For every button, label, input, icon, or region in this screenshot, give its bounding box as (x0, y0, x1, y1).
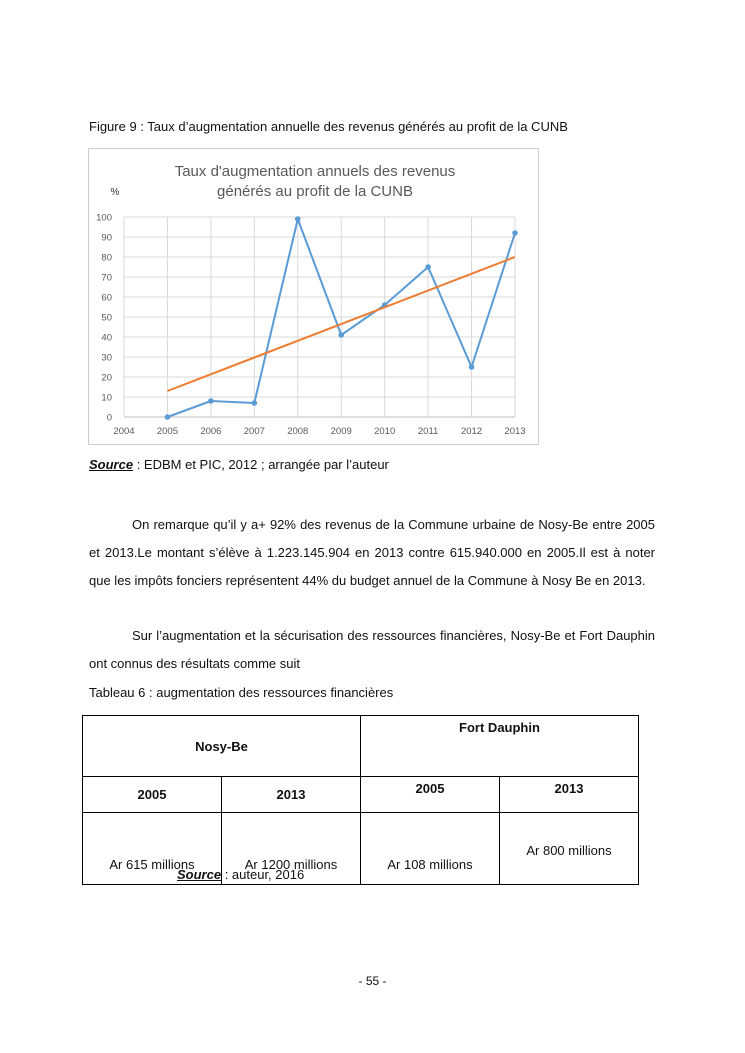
x-tick-label: 2009 (330, 426, 352, 437)
value-cell: Ar 1200 millions (222, 813, 361, 885)
y-tick-label: 20 (101, 372, 112, 384)
data-point (165, 414, 171, 420)
year-cell: 2005 (83, 777, 222, 813)
chart-title-line-2: générés au profit de la CUNB (217, 183, 413, 200)
value-cell: Ar 800 millions (500, 813, 639, 885)
y-tick-label: 100 (96, 212, 112, 224)
line-chart (88, 148, 539, 445)
data-point (208, 398, 214, 404)
figure-source-text: : EDBM et PIC, 2012 ; arrangée par l’auteur (133, 457, 389, 472)
figure-source-label: Source (89, 457, 134, 472)
y-axis-label: % (110, 187, 120, 198)
y-tick-label: 10 (101, 392, 112, 404)
x-tick-label: 2006 (200, 426, 222, 437)
data-point (252, 400, 258, 406)
x-tick-label: 2005 (156, 426, 179, 437)
y-tick-label: 60 (101, 292, 112, 304)
paragraph-2 (89, 622, 655, 678)
data-point (425, 264, 431, 270)
x-tick-label: 2013 (504, 426, 526, 437)
figure-caption: Figure 9 : Taux d’augmentation annuelle des revenus générés au profit de la CUNB (89, 119, 568, 134)
x-tick-label: 2011 (417, 426, 439, 437)
x-tick-label: 2008 (287, 426, 309, 437)
y-tick-label: 90 (101, 232, 112, 244)
y-tick-label: 80 (101, 252, 112, 264)
y-tick-label: 50 (101, 312, 112, 324)
resources-table (82, 715, 639, 885)
year-cell: 2013 (222, 777, 361, 813)
y-tick-label: 70 (101, 272, 112, 284)
data-point (295, 216, 301, 222)
data-point (338, 332, 344, 338)
x-tick-label: 2004 (113, 426, 135, 437)
table-source-label: Source (177, 867, 222, 882)
data-point (469, 364, 475, 370)
y-tick-label: 30 (101, 352, 112, 364)
chart-svg (89, 149, 540, 446)
paragraph-1 (89, 511, 655, 595)
table-source (177, 867, 304, 882)
page-number: - 55 - (358, 974, 387, 988)
x-tick-label: 2012 (460, 426, 483, 437)
y-tick-label: 0 (106, 412, 112, 424)
y-tick-label: 40 (101, 332, 112, 344)
table-source-text: : auteur, 2016 (221, 867, 305, 882)
value-cell: Ar 615 millions (83, 813, 222, 885)
table-caption: Tableau 6 : augmentation des ressources financières (89, 685, 394, 700)
value-cell: Ar 108 millions (361, 813, 500, 885)
group-header-nosy-be: Nosy-Be (83, 716, 361, 777)
paragraph-1-text: On remarque qu’il y a+ 92% des revenus de la Commune urbaine de Nosy-Be entre 2005 et 2013.Le montant s’élève à 1.223.145.904 en 2013 contre 615.940.000 en 2005.Il est à noter que les impôts fonciers représentent 44% du budget annuel de la Commune à Nosy Be en 2013. (89, 517, 655, 588)
figure-source (89, 457, 389, 472)
x-tick-label: 2010 (374, 426, 396, 437)
group-header-fort-dauphin: Fort Dauphin (361, 716, 639, 777)
year-cell: 2013 (500, 777, 639, 813)
year-cell: 2005 (361, 777, 500, 813)
data-point (512, 230, 518, 236)
chart-title-line-1: Taux d'augmentation annuels des revenus (174, 163, 456, 180)
x-tick-label: 2007 (243, 426, 265, 437)
paragraph-2-text: Sur l’augmentation et la sécurisation des ressources financières, Nosy-Be et Fort Dauphin ont connus des résultats comme suit (89, 628, 655, 671)
